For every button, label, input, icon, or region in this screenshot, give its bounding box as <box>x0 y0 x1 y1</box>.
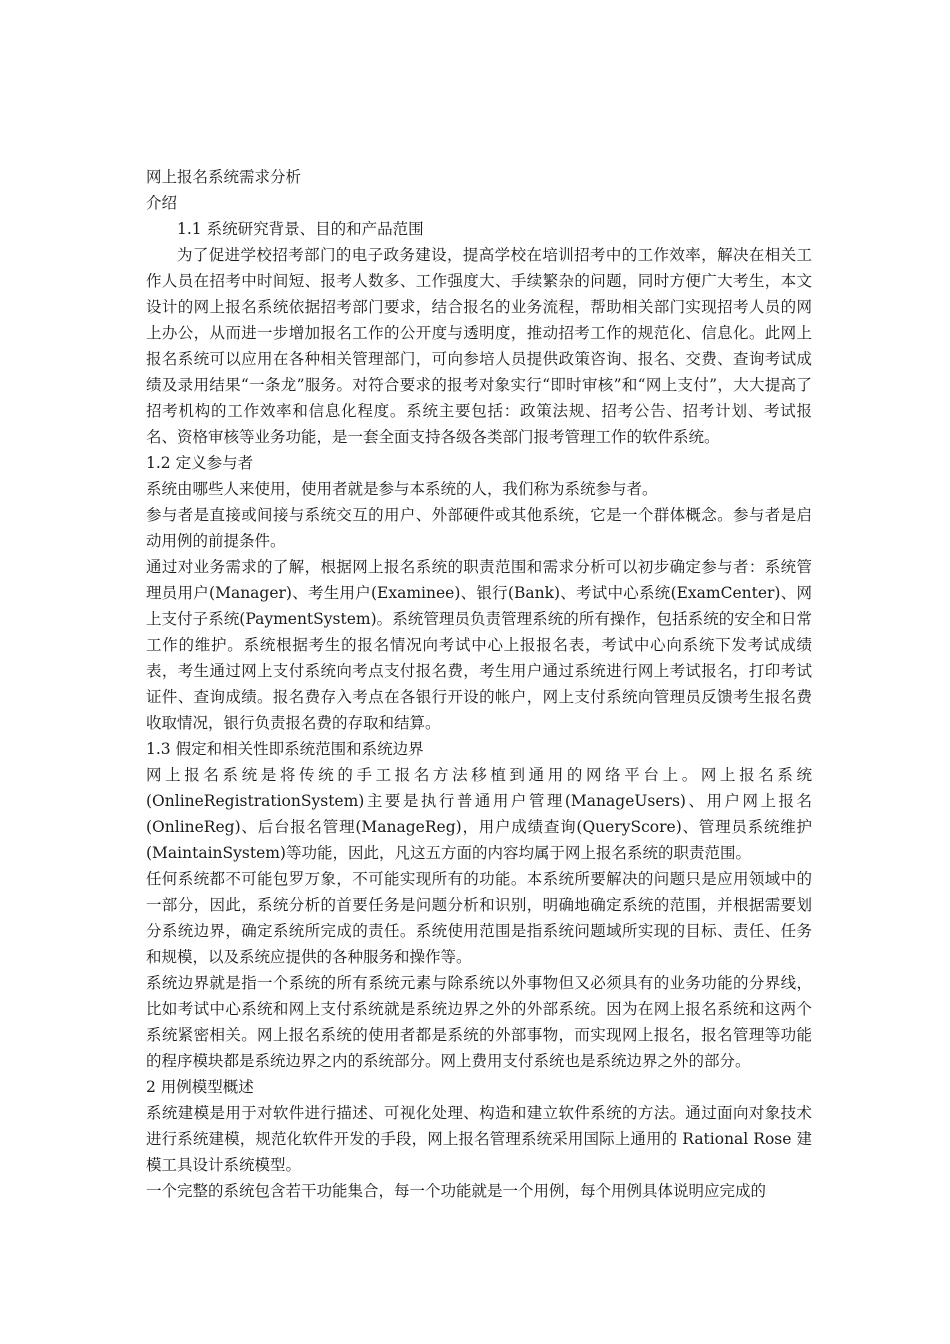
section-1-2-paragraph-1: 系统由哪些人来使用，使用者就是参与本系统的人，我们称为系统参与者。 <box>146 480 658 498</box>
section-2-paragraph-2: 一个完整的系统包含若干功能集合，每一个功能就是一个用例，每个用例具体说明应完成的 <box>146 1182 767 1200</box>
section-1-1-body: 为了促进学校招考部门的电子政务建设，提高学校在培训招考中的工作效率，解决在相关工作人员在招考中时间短、报考人数多、工作强度大、手续繁杂的问题，同时方便广大考生，本文设计的网上报名系统依据招考部门要求，结合报名的业务流程，帮助相关部门实现招考人员的网上办公，从而进一步增加报名工作的公开度与透明度，推动招考工作的规范化、信息化。此网上报名系统可以应用在各种相关管理部门，可向参培人员提供政策咨询、报名、交费、查询考试成绩及录用结果“一条龙”服务。对符合要求的报考对象实行“即时审核”和“网上支付”，大大提高了招考机构的工作效率和信息化程度。系统主要包括：政策法规、招考公告、招考计划、考试报名、资格审核等业务功能，是一套全面支持各级各类部门报考管理工作的软件系统。 <box>146 246 812 446</box>
section-1-2-heading: 1.2 定义参与者 <box>146 454 254 472</box>
document-page <box>146 164 812 1204</box>
intro-heading: 介绍 <box>146 194 178 212</box>
section-1-3-paragraph-3: 系统边界就是指一个系统的所有系统元素与除系统以外事物但又必须具有的业务功能的分界线，比如考试中心系统和网上支付系统就是系统边界之外的外部系统。因为在网上报名系统和这两个系统紧密相关。网上报名系统的使用者都是系统的外部事物，而实现网上报名，报名管理等功能的程序模块都是系统边界之内的系统部分。网上费用支付系统也是系统边界之外的部分。 <box>146 974 812 1070</box>
section-2-paragraph-1: 系统建模是用于对软件进行描述、可视化处理、构造和建立软件系统的方法。通过面向对象技术进行系统建模，规范化软件开发的手段，网上报名管理系统采用国际上通用的 Rational Rose 建模工具设计系统模型。 <box>146 1104 812 1174</box>
document-title: 网上报名系统需求分析 <box>146 168 302 186</box>
section-1-3-paragraph-1: 网上报名系统是将传统的手工报名方法移植到通用的网络平台上。网上报名系统(OnlineRegistrationSystem)主要是执行普通用户管理(ManageUsers)、用户网上报名(OnlineReg)、后台报名管理(ManageReg)，用户成绩查询(QueryScore)、管理员系统维护(MaintainSystem)等功能，因此，凡这五方面的内容均属于网上报名系统的职责范围。 <box>146 766 812 862</box>
section-1-2-paragraph-3: 通过对业务需求的了解，根据网上报名系统的职责范围和需求分析可以初步确定参与者：系统管理员用户(Manager)、考生用户(Examinee)、银行(Bank)、考试中心系统(ExamCenter)、网上支付子系统(PaymentSystem)。系统管理员负责管理系统的所有操作，包括系统的安全和日常工作的维护。系统根据考生的报名情况向考试中心上报报名表，考试中心向系统下发考试成绩表，考生通过网上支付系统向考点支付报名费，考生用户通过系统进行网上考试报名，打印考试证件、查询成绩。报名费存入考点在各银行开设的帐户，网上支付系统向管理员反馈考生报名费收取情况，银行负责报名费的存取和结算。 <box>146 558 812 732</box>
section-1-3-paragraph-2: 任何系统都不可能包罗万象，不可能实现所有的功能。本系统所要解决的问题只是应用领域中的一部分，因此，系统分析的首要任务是问题分析和识别，明确地确定系统的范围，并根据需要划分系统边界，确定系统所完成的责任。系统使用范围是指系统问题域所实现的目标、责任、任务和规模，以及系统应提供的各种服务和操作等。 <box>146 870 812 966</box>
section-2-heading: 2 用例模型概述 <box>146 1078 254 1096</box>
section-1-1-heading: 1.1 系统研究背景、目的和产品范围 <box>177 220 424 238</box>
section-1-2-paragraph-2: 参与者是直接或间接与系统交互的用户、外部硬件或其他系统，它是一个群体概念。参与者是启动用例的前提条件。 <box>146 506 812 550</box>
section-1-3-heading: 1.3 假定和相关性即系统范围和系统边界 <box>146 740 424 758</box>
